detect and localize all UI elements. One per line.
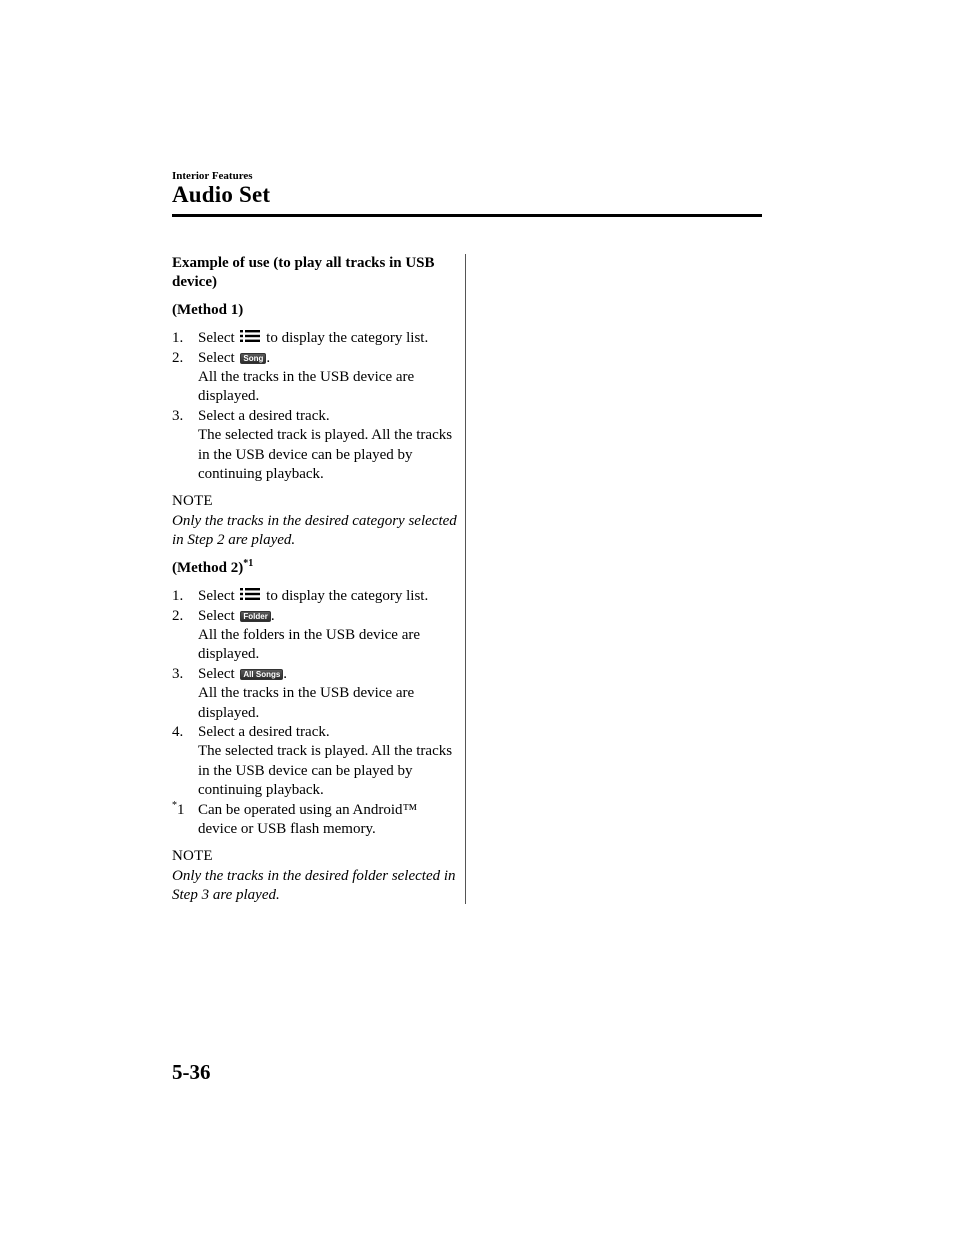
step-number: 3. — [172, 407, 184, 424]
step-number: 4. — [172, 723, 184, 740]
step-number: 1. — [172, 330, 184, 347]
left-column — [172, 254, 457, 906]
step-text: to display the category list. — [266, 588, 429, 605]
all-songs-button-icon: All Songs — [240, 669, 283, 680]
step-text: . — [283, 665, 288, 682]
example-heading: Example of use (to play all tracks in USB device) — [172, 255, 435, 291]
column-divider — [465, 254, 466, 904]
footnote-mark: *1 — [172, 799, 185, 818]
step-text: Select — [198, 330, 235, 347]
step-number: 1. — [172, 588, 184, 605]
header-rule — [172, 214, 762, 217]
step-text: to display the category list. — [266, 330, 429, 347]
step-number: 2. — [172, 607, 184, 624]
section-label: Interior Features — [172, 170, 253, 182]
page-number: 5-36 — [172, 1060, 211, 1084]
method-2-step-3 — [172, 665, 457, 684]
step-number: 3. — [172, 665, 184, 682]
method-2-step-4 — [172, 723, 457, 742]
method-1-step-1 — [172, 329, 457, 348]
note-2-text: Only the tracks in the desired folder selected in Step 3 are played. — [172, 867, 456, 904]
footnote-ref: *1 — [243, 557, 254, 569]
note-1-label: NOTE — [172, 493, 213, 510]
method-1-step-2-result: All the tracks in the USB device are displayed. — [198, 369, 415, 405]
method-1-step-3-result: The selected track is played. All the tracks in the USB device can be played by continuing playback. — [198, 427, 453, 483]
method-2-step-4-result: The selected track is played. All the tracks in the USB device can be played by continuing playback. — [198, 743, 453, 799]
chapter-title: Audio Set — [172, 182, 271, 207]
method-2-title — [172, 559, 457, 578]
method-2-step-2 — [172, 607, 457, 626]
note-2-label: NOTE — [172, 848, 213, 865]
method-2-step-1 — [172, 587, 457, 606]
step-text: . — [270, 607, 275, 624]
note-1-text: Only the tracks in the desired category selected in Step 2 are played. — [172, 512, 457, 549]
list-icon — [240, 329, 260, 343]
step-text: Select — [198, 349, 235, 366]
step-number: 2. — [172, 349, 184, 366]
song-button-icon: Song — [240, 353, 266, 364]
method-1-step-3 — [172, 407, 457, 426]
method-1-title: (Method 1) — [172, 301, 244, 318]
step-text: . — [266, 349, 271, 366]
step-text: Select — [198, 588, 235, 605]
step-text: Select a desired track. — [198, 723, 330, 740]
method-2-step-3-result: All the tracks in the USB device are displayed. — [198, 685, 415, 721]
method-2-step-2-result: All the folders in the USB device are displayed. — [198, 626, 421, 663]
step-text: Select — [198, 607, 235, 624]
footnote — [172, 801, 457, 840]
step-text: Select — [198, 665, 235, 682]
step-text: Select a desired track. — [198, 407, 330, 424]
folder-button-icon: Folder — [240, 611, 270, 622]
footnote-text: Can be operated using an Android™ device or USB flash memory. — [198, 801, 418, 837]
method-2-title-text: (Method 2) — [172, 559, 244, 576]
list-icon — [240, 587, 260, 601]
method-1-step-2 — [172, 349, 457, 368]
